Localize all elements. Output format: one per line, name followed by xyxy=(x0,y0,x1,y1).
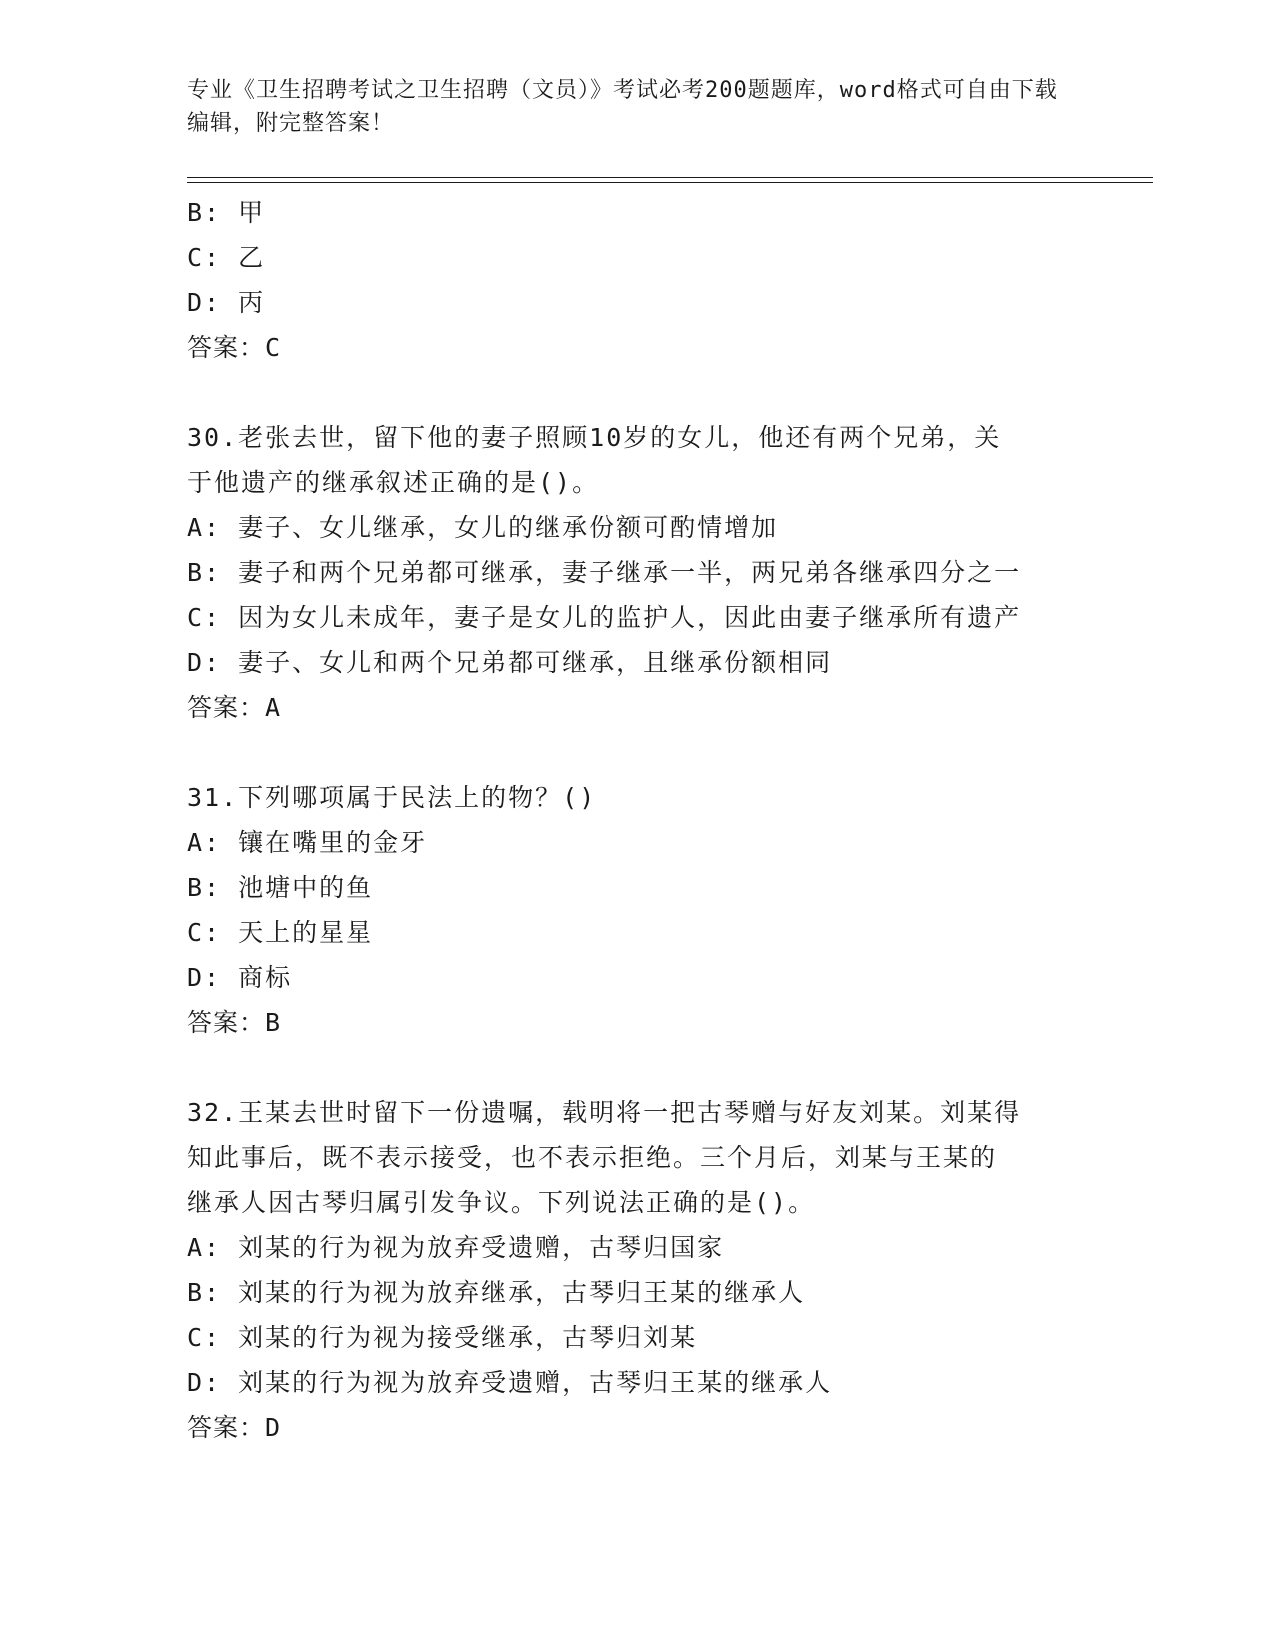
answer-value: B xyxy=(265,1008,282,1037)
question-stem: 知此事后，既不表示接受，也不表示拒绝。三个月后，刘某与王某的 xyxy=(187,1143,998,1172)
option-b: B: 刘某的行为视为放弃继承，古琴归王某的继承人 xyxy=(187,1278,806,1307)
answer-label: 答案： xyxy=(187,693,266,722)
option-a: A: 刘某的行为视为放弃受遗赠，古琴归国家 xyxy=(187,1233,725,1262)
answer-value: A xyxy=(265,693,282,722)
question-stem: 31.下列哪项属于民法上的物？() xyxy=(187,783,597,812)
option-d: D: 丙 xyxy=(187,288,266,317)
header-divider-top xyxy=(187,177,1153,178)
option-b: B: 池塘中的鱼 xyxy=(187,873,374,902)
answer-label: 答案： xyxy=(187,1413,266,1442)
question-stem: 于他遗产的继承叙述正确的是()。 xyxy=(187,468,600,497)
question-stem: 30.老张去世，留下他的妻子照顾10岁的女儿，他还有两个兄弟，关 xyxy=(187,423,1002,452)
question-block-partial xyxy=(187,190,1087,370)
question-30 xyxy=(187,415,1087,730)
question-32 xyxy=(187,1090,1087,1450)
option-c: C: 乙 xyxy=(187,243,266,272)
option-c: C: 因为女儿未成年，妻子是女儿的监护人，因此由妻子继承所有遗产 xyxy=(187,603,1022,632)
option-b: B: 妻子和两个兄弟都可继承，妻子继承一半，两兄弟各继承四分之一 xyxy=(187,558,1022,587)
answer-label: 答案： xyxy=(187,333,266,362)
option-c: C: 刘某的行为视为接受继承，古琴归刘某 xyxy=(187,1323,698,1352)
answer-line xyxy=(187,685,1087,730)
question-stem: 继承人因古琴归属引发争议。下列说法正确的是()。 xyxy=(187,1188,816,1217)
header-divider-bottom xyxy=(187,182,1153,183)
option-c: C: 天上的星星 xyxy=(187,918,374,947)
option-d: D: 商标 xyxy=(187,963,293,992)
document-header: 专业《卫生招聘考试之卫生招聘（文员）》考试必考200题题库，word格式可自由下载编辑，附完整答案！ xyxy=(187,78,1058,136)
option-a: A: 镶在嘴里的金牙 xyxy=(187,828,428,857)
question-stem: 32.王某去世时留下一份遗嘱，载明将一把古琴赠与好友刘某。刘某得 xyxy=(187,1098,1022,1127)
answer-line xyxy=(187,1000,1087,1045)
document-body xyxy=(187,190,1087,1450)
answer-line xyxy=(187,1405,1087,1450)
answer-label: 答案： xyxy=(187,1008,266,1037)
option-d: D: 妻子、女儿和两个兄弟都可继承，且继承份额相同 xyxy=(187,648,833,677)
question-31 xyxy=(187,775,1087,1045)
answer-value: C xyxy=(265,333,282,362)
answer-line xyxy=(187,325,1087,370)
option-d: D: 刘某的行为视为放弃受遗赠，古琴归王某的继承人 xyxy=(187,1368,833,1397)
answer-value: D xyxy=(265,1413,282,1442)
option-a: A: 妻子、女儿继承，女儿的继承份额可酌情增加 xyxy=(187,513,779,542)
option-b: B: 甲 xyxy=(187,198,266,227)
